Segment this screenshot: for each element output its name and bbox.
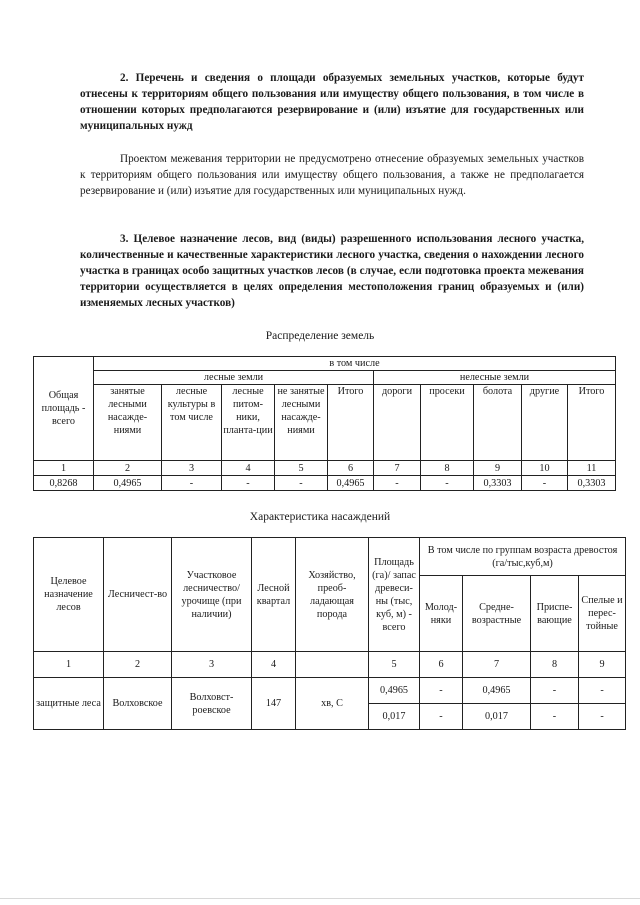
table-cell: -	[579, 704, 626, 730]
col-header: другие	[522, 385, 568, 461]
col-number: 5	[275, 461, 328, 476]
district-cell: Волховст-роевское	[172, 678, 252, 730]
group-header: в том числе	[94, 357, 616, 371]
col-number: 6	[420, 652, 463, 678]
table-cell: 0,4965	[463, 678, 531, 704]
col-number: 8	[421, 461, 474, 476]
table-cell: -	[531, 704, 579, 730]
section-2-heading: 2. Перечень и сведения о площади образуемых земельных участков, которые будут отнесены к территориям общего пользования или имуществу общего пользования, в том числе в отношении которых предполагаются резервирование и (или) изъятие для государственных или муниципальных нужд	[80, 72, 584, 132]
col-header: лесные питом-ники, планта-ции	[222, 385, 275, 461]
table-cell: -	[522, 476, 568, 491]
table-cell: 0,3303	[474, 476, 522, 491]
col-number: 9	[474, 461, 522, 476]
district-header: Участковое лесничество/ урочище (при наличии)	[172, 538, 252, 652]
col-header: занятые лесными насажде-ниями	[94, 385, 162, 461]
col-number: 9	[579, 652, 626, 678]
col-header: просеки	[421, 385, 474, 461]
col-number: 3	[162, 461, 222, 476]
table-cell: -	[420, 678, 463, 704]
table-cell: 0,4965	[328, 476, 374, 491]
table-cell: -	[222, 476, 275, 491]
col-number: 8	[531, 652, 579, 678]
col-number: 4	[222, 461, 275, 476]
col-number: 4	[252, 652, 296, 678]
col-number: 10	[522, 461, 568, 476]
section-3-heading: 3. Целевое назначение лесов, вид (виды) разрешенного использования лесного участка, количественные и качественные характеристики лесного участка, сведения о нахождении лесного участка в границах особо защитных участков лесов (в случае, если подготовка проекта межевания территории осуществляется в целях определения местоположения границ образуемых и (или) изменяемых лесных участков)	[80, 233, 584, 309]
table-cell: -	[275, 476, 328, 491]
farm-header: Хозяйство, преоб-ладающая порода	[296, 538, 369, 652]
col-number: 11	[568, 461, 616, 476]
purpose-header: Целевое назначение лесов	[34, 538, 104, 652]
forestry-cell: Волховское	[104, 678, 172, 730]
scan-edge-line	[0, 898, 640, 899]
table-1-caption: Распределение земель	[265, 330, 375, 342]
forestry-header: Лесничест-во	[104, 538, 172, 652]
col-number: 1	[34, 461, 94, 476]
col-number: 2	[104, 652, 172, 678]
plantation-table	[33, 537, 626, 730]
table-cell: 0,017	[369, 704, 420, 730]
col-number: 1	[34, 652, 104, 678]
col-number: 5	[369, 652, 420, 678]
col-header: Итого	[328, 385, 374, 461]
total-area-header: Общая площадь - всего	[34, 357, 94, 461]
table-cell: 0,3303	[568, 476, 616, 491]
col-number: 7	[374, 461, 421, 476]
farm-cell: хв, С	[296, 678, 369, 730]
table-cell: 0,4965	[369, 678, 420, 704]
table-cell: 0,4965	[94, 476, 162, 491]
table-2-caption: Характеристика насаждений	[249, 511, 391, 523]
col-number: 3	[172, 652, 252, 678]
quarter-cell: 147	[252, 678, 296, 730]
col-header: лесные культуры в том числе	[162, 385, 222, 461]
table-cell: -	[579, 678, 626, 704]
col-number	[296, 652, 369, 678]
young-header: Молод-няки	[420, 576, 463, 652]
nonforest-lands-header: нелесные земли	[374, 371, 616, 385]
table-cell: -	[420, 704, 463, 730]
table-cell: -	[421, 476, 474, 491]
table-cell: 0,017	[463, 704, 531, 730]
col-header: Итого	[568, 385, 616, 461]
col-header: не занятые лесными насажде-ниями	[275, 385, 328, 461]
area-header: Площадь (га)/ запас древеси-ны (тыс, куб, м) - всего	[369, 538, 420, 652]
land-distribution-table	[33, 356, 616, 491]
purpose-cell: защитные леса	[34, 678, 104, 730]
table-cell: 0,8268	[34, 476, 94, 491]
col-header: дороги	[374, 385, 421, 461]
col-number: 2	[94, 461, 162, 476]
middle-header: Средне-возрастные	[463, 576, 531, 652]
mature-header: Спелые и перес-тойные	[579, 576, 626, 652]
table-cell: -	[374, 476, 421, 491]
table-cell: -	[531, 678, 579, 704]
section-2-paragraph: Проектом межевания территории не предусмотрено отнесение образуемых земельных участков к территориям общего пользования или имуществу общего пользования, а также не предполагается резервирование и (или) изъятие для государственных или муниципальных нужд.	[80, 153, 584, 197]
age-group-header: В том числе по группам возраста древостоя (га/тыс,куб,м)	[420, 538, 626, 576]
premature-header: Приспе-вающие	[531, 576, 579, 652]
quarter-header: Лесной квартал	[252, 538, 296, 652]
col-header: болота	[474, 385, 522, 461]
table-cell: -	[162, 476, 222, 491]
col-number: 7	[463, 652, 531, 678]
forest-lands-header: лесные земли	[94, 371, 374, 385]
col-number: 6	[328, 461, 374, 476]
